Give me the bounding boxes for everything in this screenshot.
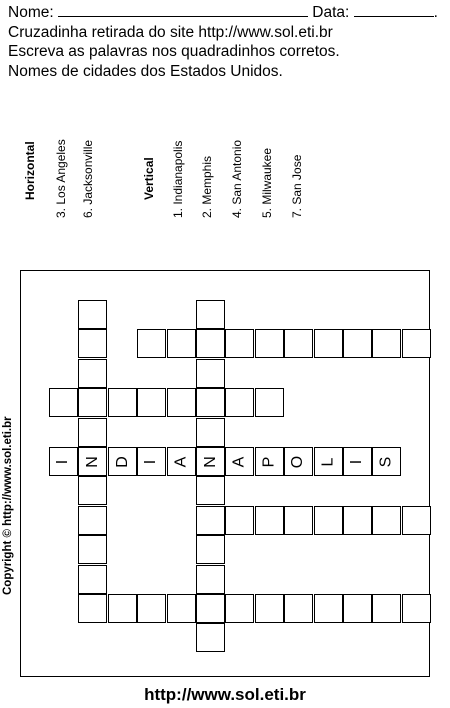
grid-cell[interactable] <box>402 594 431 623</box>
grid-cell[interactable] <box>78 476 107 505</box>
grid-letter: O <box>289 455 307 468</box>
grid-cell[interactable] <box>78 506 107 535</box>
grid-cell[interactable] <box>372 329 401 358</box>
grid-letter: I <box>348 459 366 464</box>
vertical-clue-5: 5. Milwaukee <box>260 147 274 218</box>
grid-letter: D <box>113 455 131 468</box>
grid-cell[interactable] <box>314 506 343 535</box>
grid-cell[interactable] <box>402 506 431 535</box>
grid-cell[interactable] <box>225 506 254 535</box>
grid-cell[interactable] <box>78 388 107 417</box>
grid-cell[interactable] <box>196 565 225 594</box>
name-date-line <box>8 3 448 23</box>
grid-cell[interactable] <box>372 447 401 476</box>
grid-cell[interactable] <box>402 329 431 358</box>
grid-cell[interactable] <box>255 388 284 417</box>
grid-cell[interactable] <box>137 447 166 476</box>
worksheet-header <box>8 3 448 81</box>
grid-letter: L <box>319 457 337 466</box>
grid-cell[interactable] <box>196 447 225 476</box>
grid-cell[interactable] <box>284 447 313 476</box>
grid-cell[interactable] <box>167 388 196 417</box>
date-end: . <box>433 4 438 21</box>
grid-cell[interactable] <box>78 594 107 623</box>
grid-cell[interactable] <box>196 388 225 417</box>
grid-cell[interactable] <box>78 329 107 358</box>
grid-cell[interactable] <box>78 359 107 388</box>
grid-cell[interactable] <box>225 447 254 476</box>
grid-cell[interactable] <box>284 594 313 623</box>
grid-cell[interactable] <box>196 594 225 623</box>
grid-cell[interactable] <box>196 476 225 505</box>
vertical-title: Vertical <box>142 157 156 200</box>
source-line: Cruzadinha retirada do site http://www.sol.eti.br <box>8 23 333 41</box>
grid-cell[interactable] <box>108 447 137 476</box>
horizontal-clue-3: 3. Los Angeles <box>54 139 68 218</box>
grid-letter: N <box>201 455 219 468</box>
grid-cell[interactable] <box>284 329 313 358</box>
grid-cell[interactable] <box>255 447 284 476</box>
grid-cell[interactable] <box>343 506 372 535</box>
grid-cell[interactable] <box>196 623 225 652</box>
grid-cell[interactable] <box>78 447 107 476</box>
grid-cell[interactable] <box>78 535 107 564</box>
grid-cell[interactable] <box>137 388 166 417</box>
grid-cell[interactable] <box>108 594 137 623</box>
grid-letter: S <box>377 456 395 467</box>
grid-cell[interactable] <box>255 506 284 535</box>
grid-cell[interactable] <box>49 447 78 476</box>
grid-cell[interactable] <box>314 447 343 476</box>
grid-cell[interactable] <box>137 594 166 623</box>
theme-line: Nomes de cidades dos Estados Unidos. <box>8 62 283 80</box>
grid-cell[interactable] <box>196 300 225 329</box>
grid-letter: I <box>142 459 160 464</box>
vertical-clue-4: 4. San Antonio <box>230 139 244 218</box>
grid-cell[interactable] <box>167 329 196 358</box>
grid-cell[interactable] <box>196 329 225 358</box>
grid-cell[interactable] <box>167 447 196 476</box>
grid-cell[interactable] <box>255 329 284 358</box>
grid-cell[interactable] <box>255 594 284 623</box>
grid-cell[interactable] <box>225 329 254 358</box>
grid-cell[interactable] <box>137 329 166 358</box>
name-label: Nome: <box>8 4 54 21</box>
grid-cell[interactable] <box>78 418 107 447</box>
grid-cell[interactable] <box>167 594 196 623</box>
grid-cell[interactable] <box>284 506 313 535</box>
grid-cell[interactable] <box>78 300 107 329</box>
grid-cell[interactable] <box>196 535 225 564</box>
grid-cell[interactable] <box>49 388 78 417</box>
grid-cell[interactable] <box>343 447 372 476</box>
grid-cell[interactable] <box>314 594 343 623</box>
grid-letter: A <box>230 456 248 467</box>
grid-cell[interactable] <box>343 594 372 623</box>
grid-cell[interactable] <box>108 388 137 417</box>
vertical-clue-7: 7. San Jose <box>290 154 304 218</box>
date-field[interactable] <box>354 3 434 17</box>
grid-cell[interactable] <box>372 594 401 623</box>
footer-url: http://www.sol.eti.br <box>144 685 306 704</box>
name-field[interactable] <box>58 3 308 17</box>
date-label: Data: <box>312 4 350 21</box>
grid-letter: A <box>172 456 190 467</box>
grid-cell[interactable] <box>343 329 372 358</box>
grid-cell[interactable] <box>78 565 107 594</box>
grid-cell[interactable] <box>196 506 225 535</box>
instruction-line: Escreva as palavras nos quadradinhos corretos. <box>8 43 340 60</box>
grid-cell[interactable] <box>196 359 225 388</box>
grid-cell[interactable] <box>314 329 343 358</box>
copyright-notice: Copyright © http://www.sol.eti.br <box>2 416 14 595</box>
grid-cell[interactable] <box>225 594 254 623</box>
horizontal-clue-6: 6. Jacksonville <box>81 139 95 218</box>
vertical-clue-1: 1. Indianapolis <box>171 140 185 218</box>
grid-cell[interactable] <box>196 418 225 447</box>
grid-letter: I <box>54 459 72 464</box>
grid-cell[interactable] <box>225 388 254 417</box>
horizontal-title: Horizontal <box>23 141 37 200</box>
grid-letter: N <box>83 455 101 468</box>
grid-cell[interactable] <box>372 506 401 535</box>
grid-letter: P <box>260 456 278 467</box>
vertical-clue-2: 2. Memphis <box>200 155 214 218</box>
